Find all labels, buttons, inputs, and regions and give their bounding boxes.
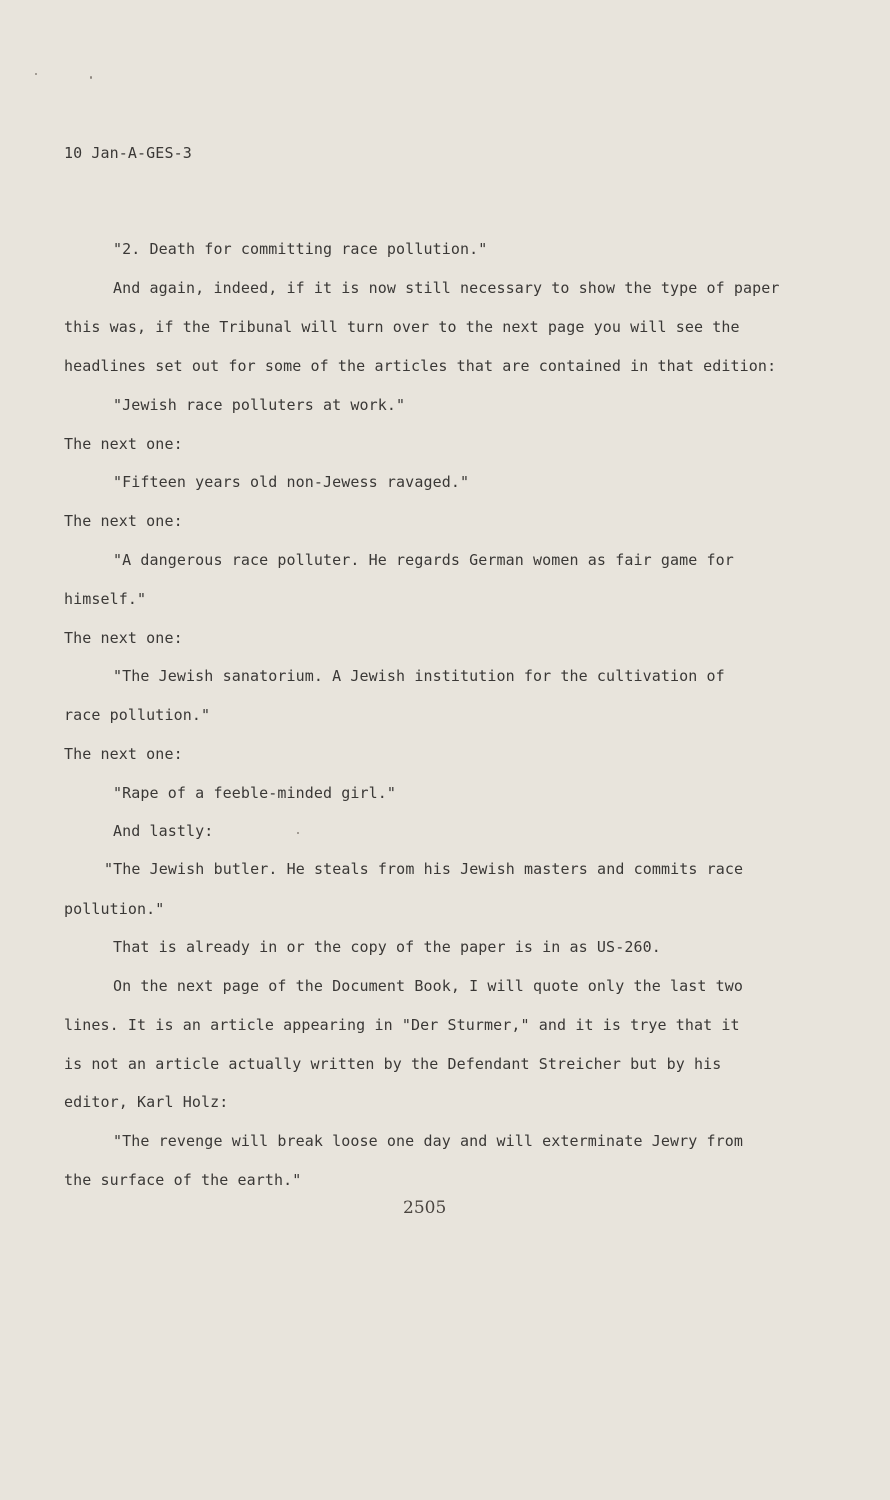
text-line: is not an article actually written by the Defendant Streicher but by his: [64, 1055, 722, 1073]
text-line: The next one:: [64, 629, 183, 647]
text-line: "A dangerous race polluter. He regards German women as fair game for: [113, 551, 734, 569]
text-line: himself.": [64, 590, 147, 608]
text-line: That is already in or the copy of the paper is in as US-260.: [113, 938, 661, 956]
text-line: "The revenge will break loose one day and will exterminate Jewry from: [113, 1132, 744, 1150]
text-line: the surface of the earth.": [64, 1171, 302, 1189]
text-line: On the next page of the Document Book, I will quote only the last two: [113, 977, 744, 995]
text-line: race pollution.": [64, 706, 211, 724]
paper-speck: [35, 73, 37, 75]
paper-speck: [90, 76, 92, 79]
text-line: "The Jewish butler. He steals from his Jewish masters and commits race: [104, 860, 744, 878]
text-line: "The Jewish sanatorium. A Jewish institution for the cultivation of: [113, 667, 725, 685]
paper-speck: [297, 832, 299, 834]
text-line: pollution.": [64, 900, 165, 918]
text-line: And lastly:: [113, 822, 214, 840]
text-line: "Jewish race polluters at work.": [113, 396, 406, 414]
text-line: "Fifteen years old non-Jewess ravaged.": [113, 473, 470, 491]
text-line: "Rape of a feeble-minded girl.": [113, 784, 397, 802]
text-line: "2. Death for committing race pollution.": [113, 240, 488, 258]
text-line: The next one:: [64, 745, 183, 763]
text-line: headlines set out for some of the articles that are contained in that edition:: [64, 357, 777, 375]
document-header: 10 Jan-A-GES-3: [64, 144, 192, 162]
text-line: editor, Karl Holz:: [64, 1093, 229, 1111]
text-line: lines. It is an article appearing in "Der Sturmer," and it is trye that it: [64, 1016, 740, 1034]
text-line: And again, indeed, if it is now still necessary to show the type of paper: [113, 279, 780, 297]
text-line: this was, if the Tribunal will turn over to the next page you will see the: [64, 318, 740, 336]
page-number: 2505: [403, 1198, 447, 1218]
text-line: The next one:: [64, 512, 183, 530]
text-line: The next one:: [64, 435, 183, 453]
